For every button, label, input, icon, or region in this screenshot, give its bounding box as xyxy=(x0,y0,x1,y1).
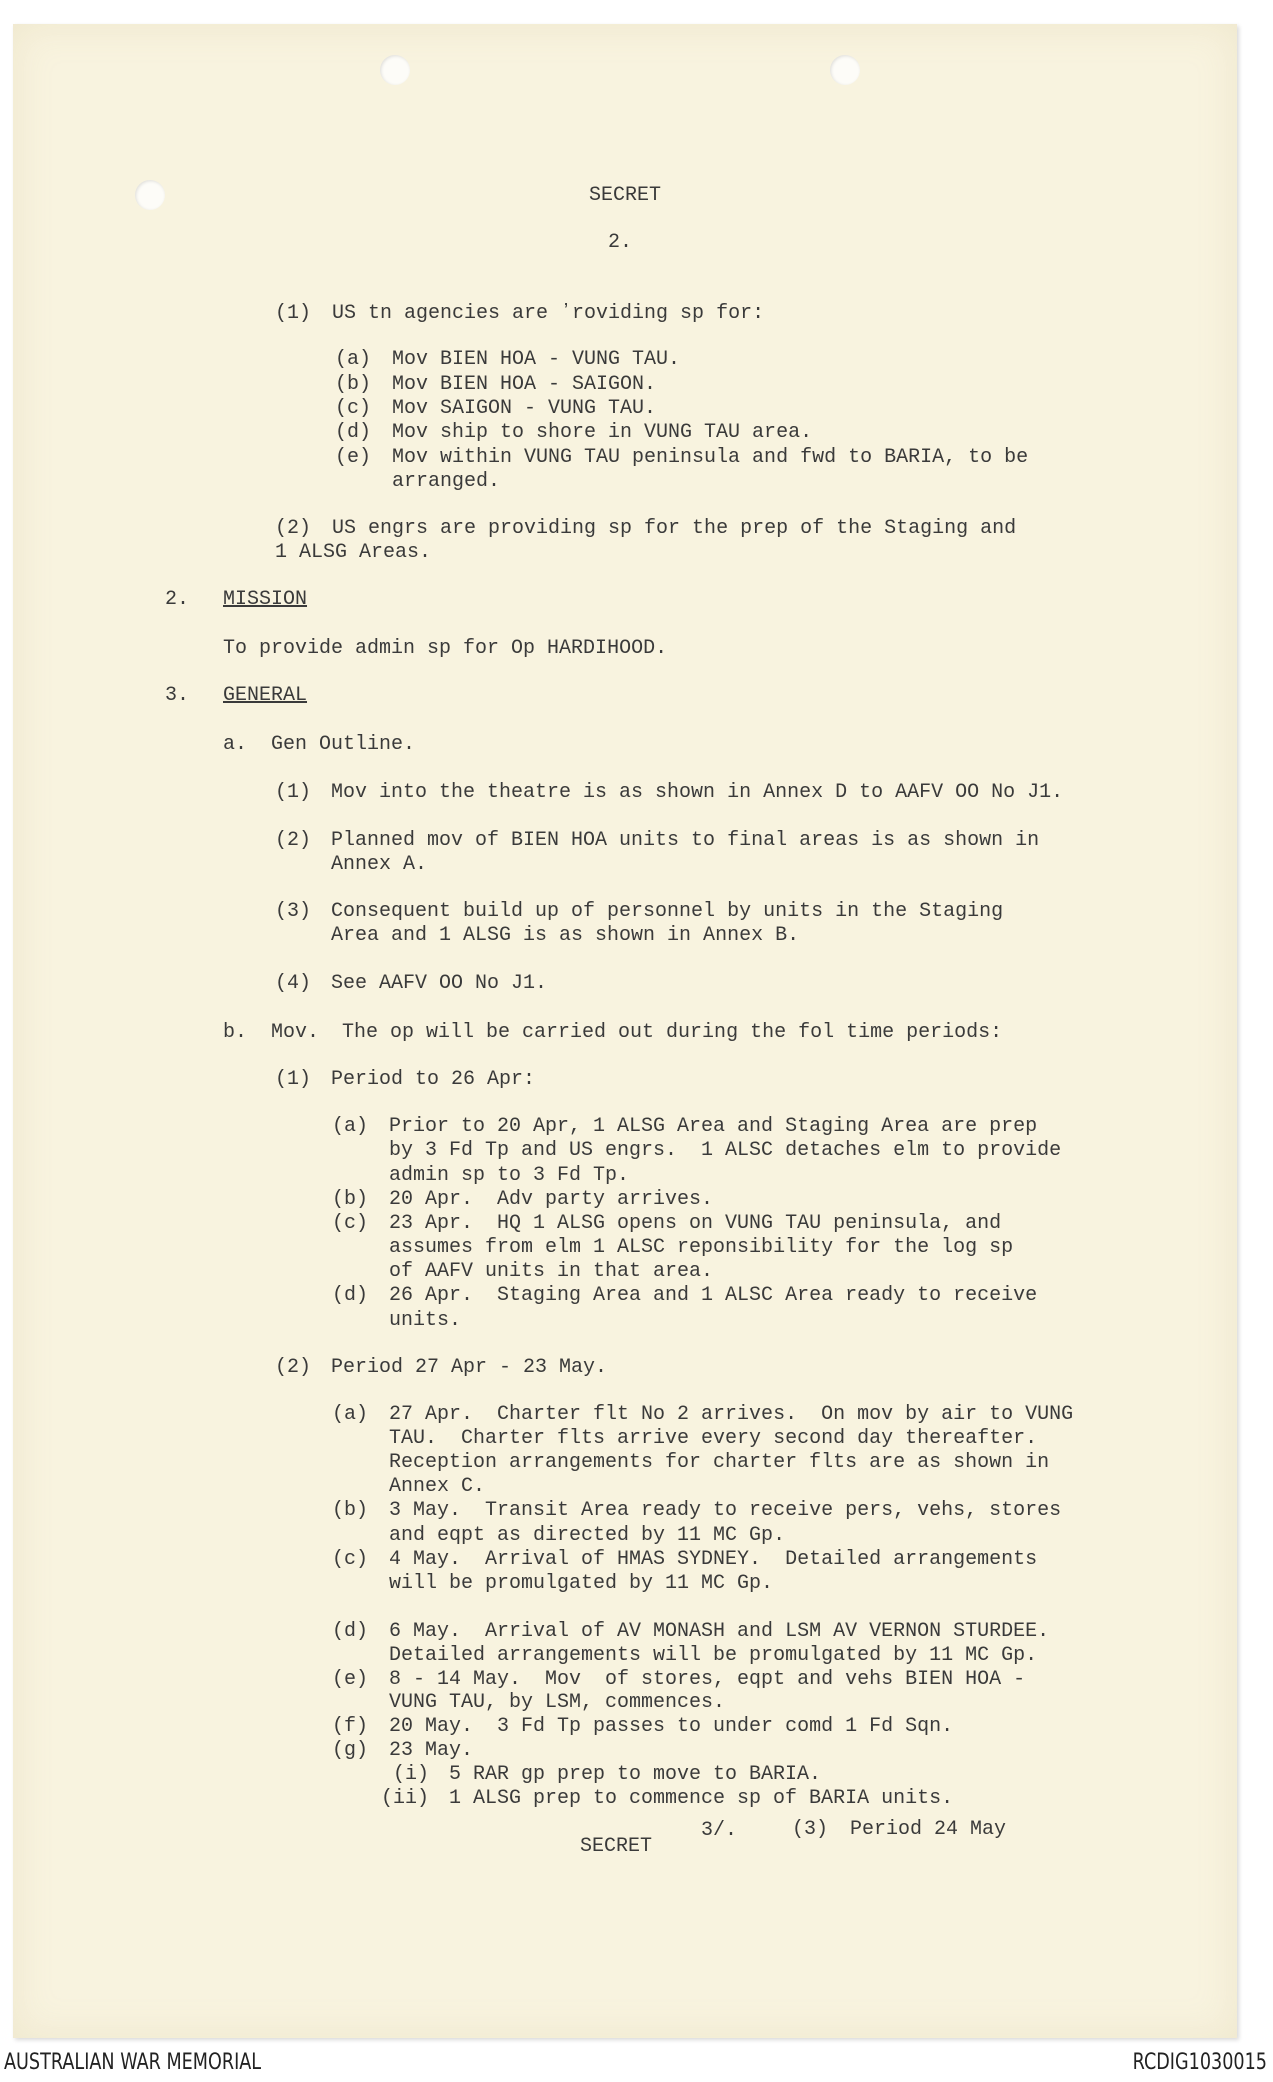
item-text: Period 27 Apr - 23 May. xyxy=(331,1356,608,1379)
item-label: (1) xyxy=(275,302,312,325)
subsection-text: The op will be carried out during the fol time periods: xyxy=(342,1021,1003,1044)
subitem-text: Mov SAIGON - VUNG TAU. xyxy=(392,397,657,420)
classification-header: SECRET xyxy=(589,184,662,207)
archive-institution: AUSTRALIAN WAR MEMORIAL xyxy=(4,2050,262,2075)
subitem-text: 27 Apr. Charter flt No 2 arrives. On mov by air to VUNG xyxy=(389,1403,1074,1426)
subitem-text: Mov BIEN HOA - VUNG TAU. xyxy=(392,348,681,371)
subitem-label: (b) xyxy=(335,373,372,396)
item-label: (2) xyxy=(275,829,312,852)
subitem-text: Mov BIEN HOA - SAIGON. xyxy=(392,373,657,396)
subsubitem-text: 1 ALSG prep to commence sp of BARIA units. xyxy=(449,1787,954,1810)
classification-footer: SECRET xyxy=(580,1835,653,1858)
item-text: See AAFV OO No J1. xyxy=(331,972,548,995)
item-label: (4) xyxy=(275,972,312,995)
item-label: (2) xyxy=(275,517,312,540)
section-number: 2. xyxy=(165,588,190,611)
punch-hole xyxy=(380,55,410,85)
subsubitem-label: (i) xyxy=(393,1763,430,1786)
subitem-text: by 3 Fd Tp and US engrs. 1 ALSC detaches elm to provide xyxy=(389,1139,1062,1162)
subitem-text: 8 - 14 May. Mov of stores, eqpt and vehs BIEN HOA - xyxy=(389,1668,1026,1691)
item-label: (3) xyxy=(275,900,312,923)
subitem-label: (e) xyxy=(335,446,372,469)
subitem-text: 3 May. Transit Area ready to receive pers, vehs, stores xyxy=(389,1499,1062,1522)
subitem-text: 20 Apr. Adv party arrives. xyxy=(389,1188,714,1211)
subitem-label: (a) xyxy=(332,1115,369,1138)
section-heading: MISSION xyxy=(223,588,308,611)
item-label: (1) xyxy=(275,1068,312,1091)
archive-reference: RCDIG1030015 xyxy=(1132,2050,1267,2075)
item-text: Annex A. xyxy=(331,853,428,876)
subsection-title: Gen Outline. xyxy=(271,733,416,756)
next-item-text: Period 24 May xyxy=(850,1818,1007,1841)
subitem-text: and eqpt as directed by 11 MC Gp. xyxy=(389,1524,786,1547)
subitem-label: (e) xyxy=(332,1668,369,1691)
subitem-label: (c) xyxy=(332,1212,369,1235)
item-text: US tn agencies are ʼroviding sp for: xyxy=(332,302,765,325)
subitem-label: (d) xyxy=(335,421,372,444)
subitem-label: (d) xyxy=(332,1284,369,1307)
subitem-text: arranged. xyxy=(392,470,501,493)
subitem-label: (b) xyxy=(332,1499,369,1522)
subitem-text: VUNG TAU, by LSM, commences. xyxy=(389,1691,726,1714)
subitem-label: (a) xyxy=(335,348,372,371)
subitem-label: (d) xyxy=(332,1620,369,1643)
item-text: Planned mov of BIEN HOA units to final areas is as shown in xyxy=(331,829,1040,852)
subitem-text: 4 May. Arrival of HMAS SYDNEY. Detailed arrangements xyxy=(389,1548,1038,1571)
subitem-text: Prior to 20 Apr, 1 ALSG Area and Staging Area are prep xyxy=(389,1115,1038,1138)
subitem-label: (b) xyxy=(332,1188,369,1211)
subitem-text: of AAFV units in that area. xyxy=(389,1260,714,1283)
item-text: Period to 26 Apr: xyxy=(331,1068,536,1091)
subitem-label: (c) xyxy=(332,1548,369,1571)
item-text: US engrs are providing sp for the prep of the Staging and xyxy=(332,517,1017,540)
subitem-label: (c) xyxy=(335,397,372,420)
subitem-text: admin sp to 3 Fd Tp. xyxy=(389,1164,630,1187)
continuation-marker: 3/. xyxy=(701,1819,738,1842)
section-heading: GENERAL xyxy=(223,684,308,707)
subitem-text: 23 Apr. HQ 1 ALSG opens on VUNG TAU peninsula, and xyxy=(389,1212,1002,1235)
subitem-text: TAU. Charter flts arrive every second day thereafter. xyxy=(389,1427,1038,1450)
subitem-text: 20 May. 3 Fd Tp passes to under comd 1 Fd Sqn. xyxy=(389,1715,954,1738)
subsection-label: a. xyxy=(223,733,248,756)
subitem-text: assumes from elm 1 ALSC reponsibility for the log sp xyxy=(389,1236,1014,1259)
section-number: 3. xyxy=(165,684,190,707)
subitem-label: (a) xyxy=(332,1403,369,1426)
mission-text: To provide admin sp for Op HARDIHOOD. xyxy=(223,637,668,660)
subsection-label: b. xyxy=(223,1021,248,1044)
item-text: 1 ALSG Areas. xyxy=(275,541,432,564)
subitem-text: 23 May. xyxy=(389,1739,474,1762)
subitem-text: will be promulgated by 11 MC Gp. xyxy=(389,1572,774,1595)
subitem-text: 26 Apr. Staging Area and 1 ALSC Area ready to receive xyxy=(389,1284,1038,1307)
subitem-label: (f) xyxy=(332,1715,369,1738)
subitem-text: Reception arrangements for charter flts are as shown in xyxy=(389,1451,1050,1474)
subitem-text: Mov within VUNG TAU peninsula and fwd to BARIA, to be xyxy=(392,446,1029,469)
punch-hole xyxy=(135,180,165,210)
punch-hole xyxy=(830,55,860,85)
subitem-text: Annex C. xyxy=(389,1475,486,1498)
subitem-text: Detailed arrangements will be promulgated by 11 MC Gp. xyxy=(389,1644,1038,1667)
page-number: 2. xyxy=(608,231,633,254)
item-text: Area and 1 ALSG is as shown in Annex B. xyxy=(331,924,800,947)
item-text: Consequent build up of personnel by units in the Staging xyxy=(331,900,1004,923)
subitem-text: units. xyxy=(389,1309,462,1332)
subsection-title: Mov. xyxy=(271,1021,320,1044)
item-text: Mov into the theatre is as shown in Annex D to AAFV OO No J1. xyxy=(331,781,1064,804)
subitem-label: (g) xyxy=(332,1739,369,1762)
item-label: (1) xyxy=(275,781,312,804)
subitem-text: Mov ship to shore in VUNG TAU area. xyxy=(392,421,813,444)
subitem-text: 6 May. Arrival of AV MONASH and LSM AV VERNON STURDEE. xyxy=(389,1620,1050,1643)
item-label: (2) xyxy=(275,1356,312,1379)
subsubitem-text: 5 RAR gp prep to move to BARIA. xyxy=(449,1763,822,1786)
next-item-label: (3) xyxy=(792,1818,829,1841)
subsubitem-label: (ii) xyxy=(381,1787,430,1810)
